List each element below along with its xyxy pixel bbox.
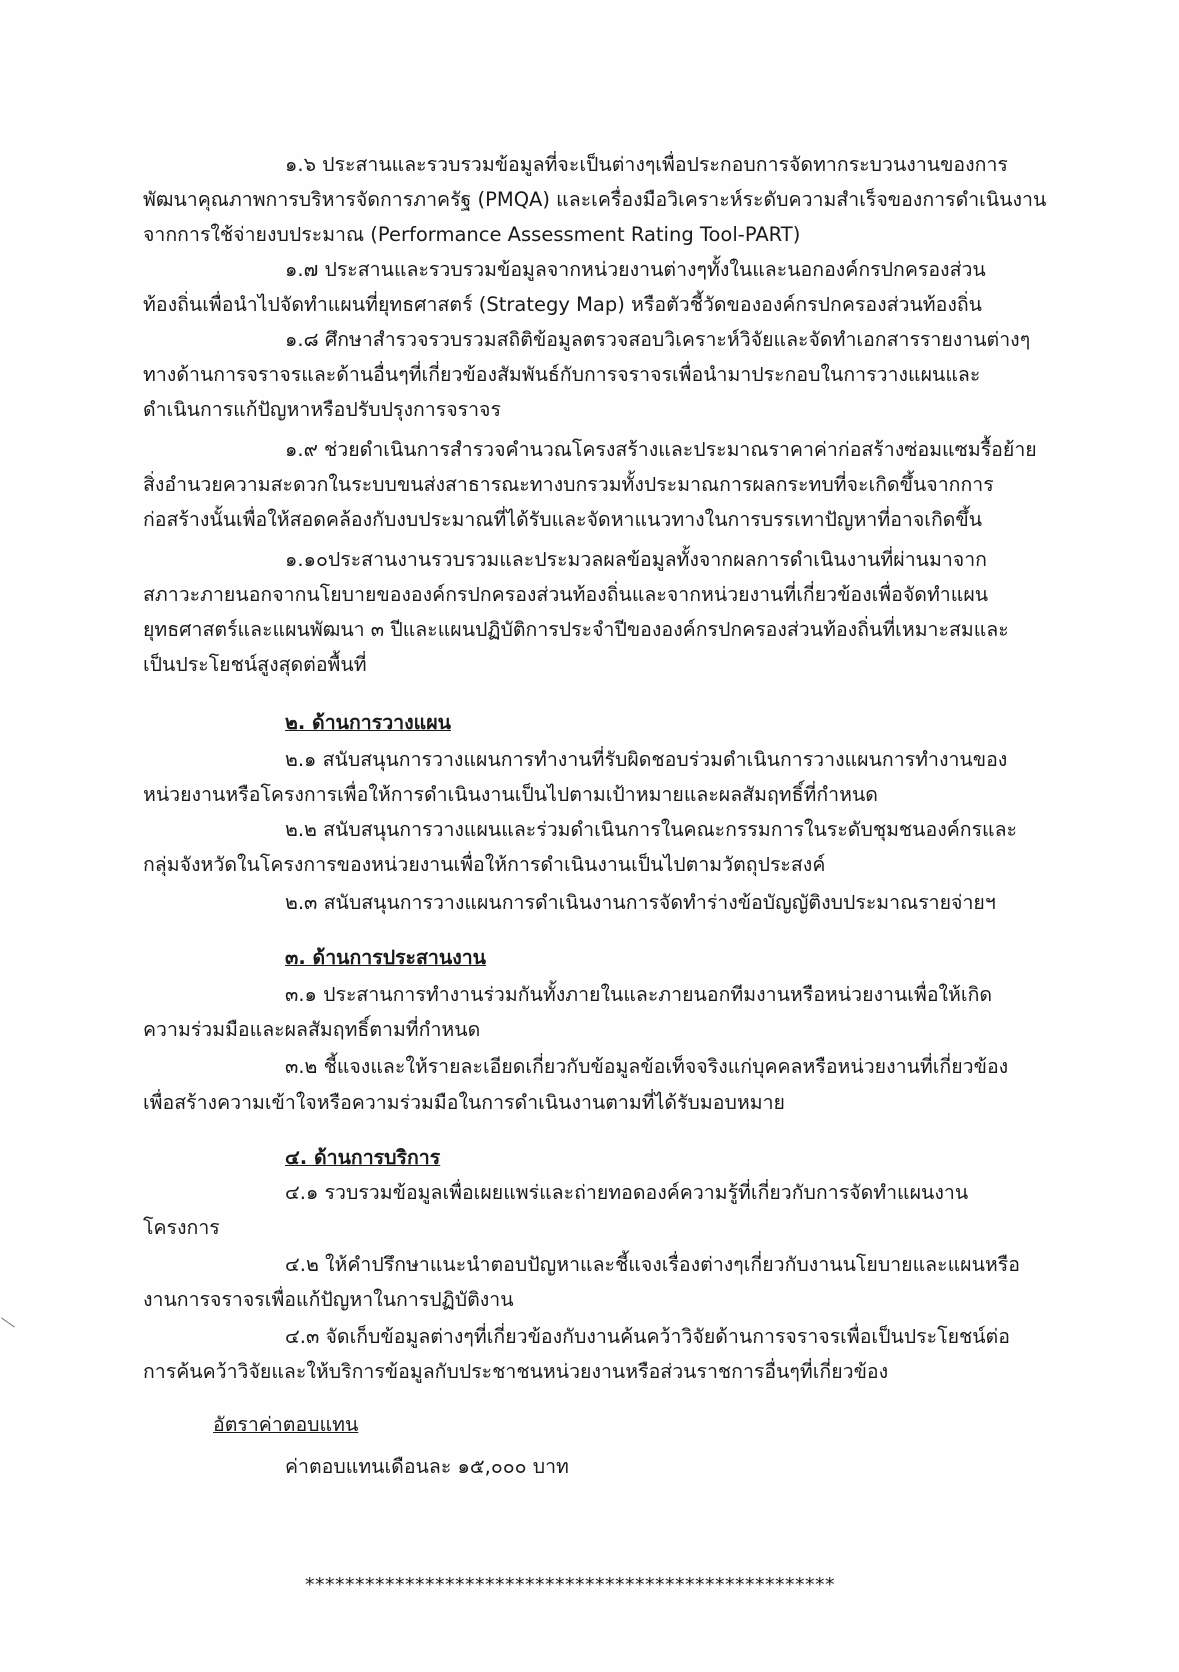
item-4-1-line-1: ๔.๑ รวบรวมข้อมูลเพื่อเผยแพร่และถ่ายทอดองค์ความรู้ที่เกี่ยวกับการจัดทำแผนงาน (285, 1181, 969, 1204)
item-4-3-line-2: การค้นคว้าวิจัยและให้บริการข้อมูลกับประชาชนหน่วยงานหรือส่วนราชการอื่นๆที่เกี่ยวข้อง (143, 1360, 889, 1383)
item-4-2-line-1: ๔.๒ ให้คำปรึกษาแนะนำตอบปัญหาและชี้แจงเรื่องต่างๆเกี่ยวกับงานนโยบายและแผนหรือ (285, 1253, 1020, 1276)
item-1-7-line-1: ๑.๗ ประสานและรวบรวมข้อมูลจากหน่วยงานต่างๆทั้งในและนอกองค์กรปกครองส่วน (285, 258, 986, 281)
item-1-6-line-3: จากการใช้จ่ายงบประมาณ (Performance Assessment Rating Tool-PART) (143, 223, 801, 246)
footer-asterisk-rule: ***************************************************** (305, 1574, 835, 1596)
section-3-heading: ๓. ด้านการประสานงาน (285, 946, 487, 969)
item-1-7-line-2: ท้องถิ่นเพื่อนำไปจัดทำแผนที่ยุทธศาสตร์ (Strategy Map) หรือตัวชี้วัดขององค์กรปกครองส่วนท้องถิ่น (143, 293, 983, 316)
item-2-2-line-2: กลุ่มจังหวัดในโครงการของหน่วยงานเพื่อให้การดำเนินงานเป็นไปตามวัตถุประสงค์ (143, 853, 826, 876)
item-1-9-line-3: ก่อสร้างนั้นเพื่อให้สอดคล้องกับงบประมาณที่ได้รับและจัดหาแนวทางในการบรรเทาปัญหาที่อาจเกิดขึ้น (143, 508, 983, 531)
item-2-2-line-1: ๒.๒ สนับสนุนการวางแผนและร่วมดำเนินการในคณะกรรมการในระดับชุมชนองค์กรและ (285, 818, 1018, 841)
compensation-text: ค่าตอบแทนเดือนละ ๑๕,๐๐๐ บาท (285, 1455, 569, 1478)
item-2-1-line-1: ๒.๑ สนับสนุนการวางแผนการทำงานที่รับผิดชอบร่วมดำเนินการวางแผนการทำงานของ (285, 748, 1008, 771)
compensation-heading: อัตราค่าตอบแทน (213, 1413, 359, 1436)
item-1-6-line-1: ๑.๖ ประสานและรวบรวมข้อมูลที่จะเป็นต่างๆเพื่อประกอบการจัดทากระบวนงานของการ (285, 153, 1008, 176)
item-4-1-line-2: โครงการ (143, 1216, 220, 1239)
item-1-10-line-2: สภาวะภายนอกจากนโยบายขององค์กรปกครองส่วนท้องถิ่นและจากหน่วยงานที่เกี่ยวข้องเพื่อจัดทำแผน (143, 583, 989, 606)
item-1-10-line-3: ยุทธศาสตร์และแผนพัฒนา ๓ ปีและแผนปฏิบัติการประจำปีขององค์กรปกครองส่วนท้องถิ่นที่เหมาะสมและ (143, 618, 1009, 641)
item-4-3-line-1: ๔.๓ จัดเก็บข้อมูลต่างๆที่เกี่ยวข้องกับงานค้นคว้าวิจัยด้านการจราจรเพื่อเป็นประโยชน์ต่อ (285, 1325, 1010, 1348)
item-1-9-line-1: ๑.๙ ช่วยดำเนินการสำรวจคำนวณโครงสร้างและประมาณราคาค่าก่อสร้างซ่อมแซมรื้อย้าย (285, 438, 1037, 461)
scan-mark (1, 1318, 15, 1328)
item-2-1-line-2: หน่วยงานหรือโครงการเพื่อให้การดำเนินงานเป็นไปตามเป้าหมายและผลสัมฤทธิ์ที่กำหนด (143, 783, 878, 806)
item-2-3-line-1: ๒.๓ สนับสนุนการวางแผนการดำเนินงานการจัดทำร่างข้อบัญญัติงบประมาณรายจ่ายฯ (285, 891, 996, 914)
item-3-2-line-1: ๓.๒ ชี้แจงและให้รายละเอียดเกี่ยวกับข้อมูลข้อเท็จจริงแก่บุคคลหรือหน่วยงานที่เกี่ยวข้อง (285, 1055, 1009, 1078)
item-1-10-line-4: เป็นประโยชน์สูงสุดต่อพื้นที่ (143, 653, 367, 676)
item-3-1-line-1: ๓.๑ ประสานการทำงานร่วมกันทั้งภายในและภายนอกทีมงานหรือหน่วยงานเพื่อให้เกิด (285, 983, 993, 1006)
item-1-6-line-2: พัฒนาคุณภาพการบริหารจัดการภาครัฐ (PMQA) และเครื่องมือวิเคราะห์ระดับความสำเร็จของการดำเนินงาน (143, 188, 1047, 211)
item-1-8-line-1: ๑.๘ ศึกษาสำรวจรวบรวมสถิติข้อมูลตรวจสอบวิเคราะห์วิจัยและจัดทำเอกสารรายงานต่างๆ (285, 328, 1031, 351)
section-2-heading: ๒. ด้านการวางแผน (285, 711, 451, 734)
item-1-8-line-3: ดำเนินการแก้ปัญหาหรือปรับปรุงการจราจร (143, 398, 501, 421)
item-1-8-line-2: ทางด้านการจราจรและด้านอื่นๆที่เกี่ยวข้องสัมพันธ์กับการจราจรเพื่อนำมาประกอบในการวางแผนและ (143, 363, 981, 386)
item-1-9-line-2: สิ่งอำนวยความสะดวกในระบบขนส่งสาธารณะทางบกรวมทั้งประมาณการผลกระทบที่จะเกิดขึ้นจากการ (143, 473, 994, 496)
section-4-heading: ๔. ด้านการบริการ (285, 1146, 441, 1169)
item-1-10-line-1: ๑.๑๐ประสานงานรวบรวมและประมวลผลข้อมูลทั้งจากผลการดำเนินงานที่ผ่านมาจาก (285, 548, 987, 571)
item-3-2-line-2: เพื่อสร้างความเข้าใจหรือความร่วมมือในการดำเนินงานตามที่ได้รับมอบหมาย (143, 1091, 785, 1114)
item-3-1-line-2: ความร่วมมือและผลสัมฤทธิ์ตามที่กำหนด (143, 1018, 481, 1041)
item-4-2-line-2: งานการจราจรเพื่อแก้ปัญหาในการปฏิบัติงาน (143, 1288, 514, 1311)
